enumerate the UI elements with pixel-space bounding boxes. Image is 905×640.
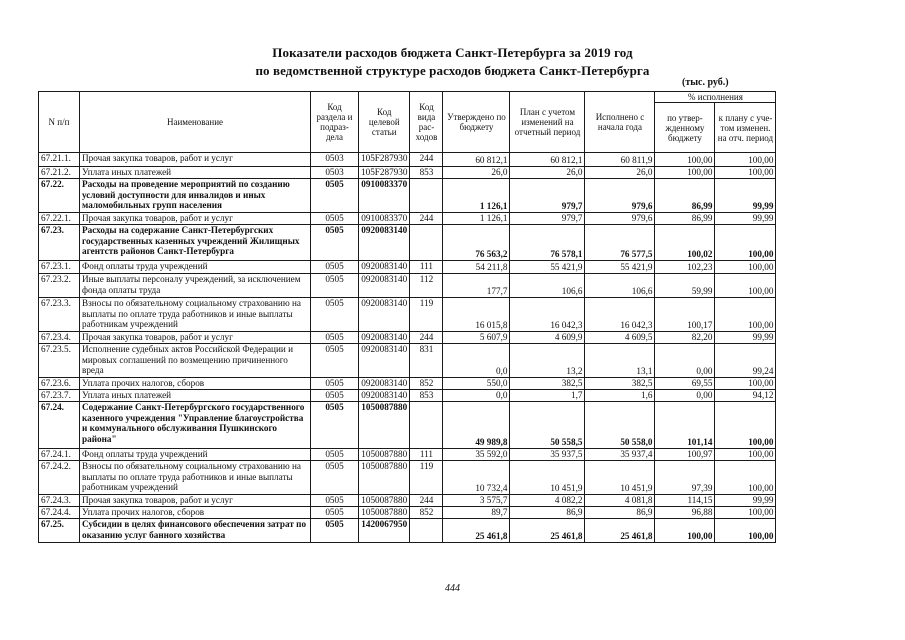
row-pct-plan: 94,12	[715, 390, 776, 402]
row-pct-plan: 100,00	[715, 261, 776, 274]
table-row	[39, 402, 776, 449]
row-done: 979,6	[585, 179, 655, 213]
row-name: Взносы по обязательному социальному страхованию на выплаты по оплате труда работников и иные выплаты работникам учреждений	[80, 461, 311, 495]
row-plan: 979,7	[510, 179, 585, 213]
row-name: Прочая закупка товаров, работ и услуг	[80, 153, 311, 167]
row-done: 55 421,9	[585, 261, 655, 274]
row-target: 105F287930	[359, 167, 410, 179]
row-pct-plan: 100,00	[715, 298, 776, 332]
table-row	[39, 167, 776, 179]
row-section: 0505	[311, 344, 359, 378]
table-row	[39, 153, 776, 167]
row-pct-approved: 96,88	[655, 507, 715, 519]
row-pct-approved: 100,00	[655, 519, 715, 543]
row-target: 0920083140	[359, 274, 410, 298]
row-section: 0505	[311, 390, 359, 402]
row-done: 1,6	[585, 390, 655, 402]
table-row	[39, 461, 776, 495]
row-num: 67.24.4.	[39, 507, 80, 519]
row-plan: 382,5	[510, 378, 585, 390]
row-pct-approved: 101,14	[655, 402, 715, 449]
row-pct-plan: 100,00	[715, 378, 776, 390]
row-approved: 16 015,8	[443, 298, 510, 332]
row-approved: 49 989,8	[443, 402, 510, 449]
row-target: 1050087880	[359, 461, 410, 495]
header-section: Код раздела и подраз- дела	[311, 92, 359, 153]
row-section: 0505	[311, 274, 359, 298]
row-kind	[410, 179, 443, 213]
row-approved: 550,0	[443, 378, 510, 390]
expenses-table	[38, 91, 776, 543]
header-plan: План с учетом изменений на отчетный период	[510, 92, 585, 153]
row-target: 105F287930	[359, 153, 410, 167]
row-done: 382,5	[585, 378, 655, 390]
row-pct-approved: 100,00	[655, 153, 715, 167]
row-pct-approved: 100,00	[655, 167, 715, 179]
row-name: Уплата прочих налогов, сборов	[80, 378, 311, 390]
row-done: 979,6	[585, 213, 655, 225]
header-pct-approved: по утвер- жденному бюджету	[655, 103, 715, 153]
row-pct-approved: 97,39	[655, 461, 715, 495]
table-row	[39, 507, 776, 519]
row-target: 1420067950	[359, 519, 410, 543]
row-approved: 60 812,1	[443, 153, 510, 167]
row-name: Расходы на проведение мероприятий по созданию условий доступности для инвалидов и иных маломобильных групп населения	[80, 179, 311, 213]
row-target: 0910083370	[359, 179, 410, 213]
row-kind: 244	[410, 153, 443, 167]
row-plan: 25 461,8	[510, 519, 585, 543]
title-line-2: по ведомственной структуре расходов бюджета Санкт-Петербурга	[255, 63, 650, 78]
row-section: 0505	[311, 261, 359, 274]
row-done: 10 451,9	[585, 461, 655, 495]
row-kind	[410, 225, 443, 261]
row-done: 86,9	[585, 507, 655, 519]
row-done: 26,0	[585, 167, 655, 179]
row-pct-approved: 100,17	[655, 298, 715, 332]
row-kind	[410, 519, 443, 543]
row-kind: 244	[410, 495, 443, 507]
header-target: Код целевой статьи	[359, 92, 410, 153]
row-num: 67.24.	[39, 402, 80, 449]
row-pct-approved: 86,99	[655, 179, 715, 213]
row-target: 0920083140	[359, 344, 410, 378]
row-kind: 853	[410, 390, 443, 402]
row-pct-approved: 69,55	[655, 378, 715, 390]
row-kind: 112	[410, 274, 443, 298]
row-pct-approved: 100,02	[655, 225, 715, 261]
row-name: Взносы по обязательному социальному страхованию на выплаты по оплате труда работников и иные выплаты работникам учреждений	[80, 298, 311, 332]
row-name: Уплата прочих налогов, сборов	[80, 507, 311, 519]
row-num: 67.21.2.	[39, 167, 80, 179]
row-pct-approved: 0,00	[655, 390, 715, 402]
row-pct-plan: 100,00	[715, 507, 776, 519]
row-done: 4 609,5	[585, 332, 655, 344]
row-num: 67.24.3.	[39, 495, 80, 507]
row-done: 35 937,4	[585, 449, 655, 461]
header-num: N п/п	[39, 92, 80, 153]
row-pct-plan: 100,00	[715, 274, 776, 298]
table-row	[39, 378, 776, 390]
row-num: 67.23.6.	[39, 378, 80, 390]
page-number: 444	[445, 583, 460, 594]
row-pct-approved: 86,99	[655, 213, 715, 225]
row-plan: 86,9	[510, 507, 585, 519]
row-done: 60 811,9	[585, 153, 655, 167]
row-kind: 244	[410, 332, 443, 344]
table-row	[39, 519, 776, 543]
row-section: 0505	[311, 213, 359, 225]
row-name: Содержание Санкт-Петербургского государственного казенного учреждения "Управление благоустройства и коммунального обслуживания Пушкинского района"	[80, 402, 311, 449]
row-num: 67.23.5.	[39, 344, 80, 378]
row-kind: 853	[410, 167, 443, 179]
row-section: 0505	[311, 298, 359, 332]
row-section: 0505	[311, 449, 359, 461]
row-approved: 0,0	[443, 390, 510, 402]
row-num: 67.23.1.	[39, 261, 80, 274]
row-plan: 13,2	[510, 344, 585, 378]
row-num: 67.23.4.	[39, 332, 80, 344]
row-num: 67.23.7.	[39, 390, 80, 402]
row-plan: 16 042,3	[510, 298, 585, 332]
row-kind: 852	[410, 378, 443, 390]
header-approved: Утверждено по бюджету	[443, 92, 510, 153]
row-name: Фонд оплаты труда учреждений	[80, 449, 311, 461]
row-pct-plan: 100,00	[715, 225, 776, 261]
row-approved: 26,0	[443, 167, 510, 179]
row-pct-approved: 0,00	[655, 344, 715, 378]
row-done: 4 081,8	[585, 495, 655, 507]
row-section: 0503	[311, 167, 359, 179]
row-pct-plan: 99,24	[715, 344, 776, 378]
table-row	[39, 179, 776, 213]
row-name: Иные выплаты персоналу учреждений, за исключением фонда оплаты труда	[80, 274, 311, 298]
row-section: 0505	[311, 332, 359, 344]
row-section: 0505	[311, 507, 359, 519]
row-approved: 35 592,0	[443, 449, 510, 461]
row-pct-plan: 100,00	[715, 519, 776, 543]
row-plan: 10 451,9	[510, 461, 585, 495]
row-num: 67.24.2.	[39, 461, 80, 495]
row-kind: 831	[410, 344, 443, 378]
row-num: 67.22.	[39, 179, 80, 213]
row-plan: 4 082,2	[510, 495, 585, 507]
row-approved: 1 126,1	[443, 179, 510, 213]
row-plan: 35 937,5	[510, 449, 585, 461]
row-done: 50 558,0	[585, 402, 655, 449]
row-target: 1050087880	[359, 507, 410, 519]
table-body	[39, 153, 776, 543]
row-done: 13,1	[585, 344, 655, 378]
table-row	[39, 213, 776, 225]
row-plan: 50 558,5	[510, 402, 585, 449]
header-percent-group: % исполнения	[655, 92, 776, 103]
row-approved: 177,7	[443, 274, 510, 298]
row-section: 0505	[311, 179, 359, 213]
row-pct-plan: 100,00	[715, 461, 776, 495]
row-pct-approved: 100,97	[655, 449, 715, 461]
table-row	[39, 344, 776, 378]
table-row	[39, 332, 776, 344]
row-kind: 119	[410, 461, 443, 495]
row-name: Субсидии в целях финансового обеспечения затрат по оказанию услуг банного хозяйства	[80, 519, 311, 543]
table-row	[39, 495, 776, 507]
row-done: 76 577,5	[585, 225, 655, 261]
row-pct-plan: 100,00	[715, 402, 776, 449]
row-plan: 1,7	[510, 390, 585, 402]
row-done: 106,6	[585, 274, 655, 298]
row-section: 0505	[311, 402, 359, 449]
row-section: 0503	[311, 153, 359, 167]
row-section: 0505	[311, 495, 359, 507]
row-approved: 54 211,8	[443, 261, 510, 274]
table-row	[39, 274, 776, 298]
row-done: 16 042,3	[585, 298, 655, 332]
row-name: Прочая закупка товаров, работ и услуг	[80, 495, 311, 507]
row-approved: 10 732,4	[443, 461, 510, 495]
row-num: 67.25.	[39, 519, 80, 543]
row-name: Прочая закупка товаров, работ и услуг	[80, 332, 311, 344]
row-plan: 60 812,1	[510, 153, 585, 167]
row-num: 67.24.1.	[39, 449, 80, 461]
row-pct-plan: 99,99	[715, 332, 776, 344]
row-kind	[410, 402, 443, 449]
row-section: 0505	[311, 225, 359, 261]
row-approved: 1 126,1	[443, 213, 510, 225]
row-pct-approved: 102,23	[655, 261, 715, 274]
header-done: Исполнено с начала года	[585, 92, 655, 153]
row-plan: 76 578,1	[510, 225, 585, 261]
row-pct-plan: 99,99	[715, 495, 776, 507]
table-row	[39, 225, 776, 261]
row-target: 1050087880	[359, 449, 410, 461]
header-name: Наименование	[80, 92, 311, 153]
row-kind: 111	[410, 261, 443, 274]
row-section: 0505	[311, 519, 359, 543]
row-target: 1050087880	[359, 402, 410, 449]
row-num: 67.23.3.	[39, 298, 80, 332]
row-target: 0910083370	[359, 213, 410, 225]
row-approved: 5 607,9	[443, 332, 510, 344]
row-name: Уплата иных платежей	[80, 167, 311, 179]
row-target: 0920083140	[359, 378, 410, 390]
row-approved: 0,0	[443, 344, 510, 378]
row-target: 0920083140	[359, 225, 410, 261]
title-line-1: Показатели расходов бюджета Санкт-Петербурга за 2019 год	[272, 45, 633, 60]
row-pct-approved: 114,15	[655, 495, 715, 507]
table-row	[39, 298, 776, 332]
row-done: 25 461,8	[585, 519, 655, 543]
row-num: 67.22.1.	[39, 213, 80, 225]
row-plan: 4 609,9	[510, 332, 585, 344]
table-row	[39, 390, 776, 402]
row-plan: 26,0	[510, 167, 585, 179]
row-num: 67.23.	[39, 225, 80, 261]
row-kind: 244	[410, 213, 443, 225]
row-kind: 852	[410, 507, 443, 519]
row-pct-plan: 99,99	[715, 179, 776, 213]
row-approved: 76 563,2	[443, 225, 510, 261]
row-kind: 119	[410, 298, 443, 332]
row-approved: 89,7	[443, 507, 510, 519]
row-name: Расходы на содержание Санкт-Петербургских государственных казенных учреждений Жилищных агентств районов Санкт-Петербурга	[80, 225, 311, 261]
row-num: 67.21.1.	[39, 153, 80, 167]
row-plan: 55 421,9	[510, 261, 585, 274]
row-kind: 111	[410, 449, 443, 461]
row-target: 1050087880	[359, 495, 410, 507]
row-name: Прочая закупка товаров, работ и услуг	[80, 213, 311, 225]
row-target: 0920083140	[359, 298, 410, 332]
table-row	[39, 449, 776, 461]
row-section: 0505	[311, 461, 359, 495]
row-plan: 106,6	[510, 274, 585, 298]
row-section: 0505	[311, 378, 359, 390]
row-pct-plan: 100,00	[715, 167, 776, 179]
row-pct-approved: 59,99	[655, 274, 715, 298]
row-target: 0920083140	[359, 390, 410, 402]
row-pct-plan: 100,00	[715, 449, 776, 461]
units-label: (тыс. руб.)	[682, 77, 729, 88]
row-pct-approved: 82,20	[655, 332, 715, 344]
header-kind: Код вида рас- ходов	[410, 92, 443, 153]
row-approved: 3 575,7	[443, 495, 510, 507]
row-pct-plan: 100,00	[715, 153, 776, 167]
row-target: 0920083140	[359, 332, 410, 344]
row-pct-plan: 99,99	[715, 213, 776, 225]
row-plan: 979,7	[510, 213, 585, 225]
row-num: 67.23.2.	[39, 274, 80, 298]
row-target: 0920083140	[359, 261, 410, 274]
table-row	[39, 261, 776, 274]
header-pct-plan: к плану с уче- том изменен. на отч. период	[715, 103, 776, 153]
row-name: Исполнение судебных актов Российской Федерации и мировых соглашений по возмещению причиненного вреда	[80, 344, 311, 378]
row-name: Уплата иных платежей	[80, 390, 311, 402]
row-name: Фонд оплаты труда учреждений	[80, 261, 311, 274]
row-approved: 25 461,8	[443, 519, 510, 543]
